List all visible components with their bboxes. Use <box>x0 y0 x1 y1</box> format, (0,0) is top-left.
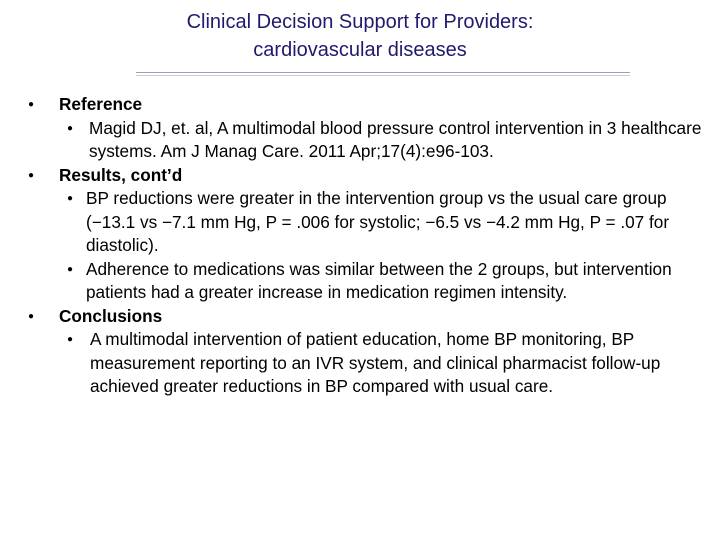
list-item <box>59 187 715 258</box>
bullet-icon: ● <box>28 99 35 110</box>
slide-content <box>20 93 715 399</box>
section-heading: Conclusions <box>59 305 163 326</box>
section-heading: Reference <box>59 94 143 114</box>
section-conclusions <box>20 305 715 399</box>
list-item-text: BP reductions were greater in the intervention group vs the usual care group (−13.1 vs −7.1 mm Hg, P = .006 for systolic; −6.5 vs −4.2 mm Hg, P = .07 for diastolic). <box>86 188 670 255</box>
list-item <box>59 258 715 305</box>
bullet-icon: ● <box>67 263 74 275</box>
sub-list <box>59 117 715 164</box>
slide-title <box>0 8 720 64</box>
list-item-text: Magid DJ, et. al, A multimodal blood pressure control intervention in 3 healthcare systems. Am J Manag Care. 2011 Apr;17(4):e96-103. <box>89 117 702 161</box>
list-item-text: Adherence to medications was similar between the 2 groups, but intervention patients had a greater increase in medication regimen intensity. <box>86 258 672 302</box>
bullet-icon: ● <box>28 310 35 322</box>
title-divider <box>136 72 630 76</box>
slide-title-line-1: Clinical Decision Support for Providers: <box>186 11 534 33</box>
list-item <box>59 328 715 399</box>
section-reference <box>20 93 715 164</box>
bullet-icon: ● <box>67 334 74 345</box>
list-item-text: A multimodal intervention of patient education, home BP monitoring, BP measurement reporting to an IVR system, and clinical pharmacist follow-up achieved greater reductions in BP compared with usual care. <box>90 329 661 396</box>
section-results <box>20 164 715 305</box>
slide-title-line-2: cardiovascular diseases <box>253 39 467 61</box>
sub-list <box>59 187 715 305</box>
bullet-icon: ● <box>28 169 35 181</box>
sub-list <box>59 328 715 399</box>
section-heading: Results, cont’d <box>59 164 183 185</box>
bullet-icon: ● <box>67 122 74 134</box>
list-item <box>59 117 715 164</box>
bullet-icon: ● <box>67 193 74 204</box>
